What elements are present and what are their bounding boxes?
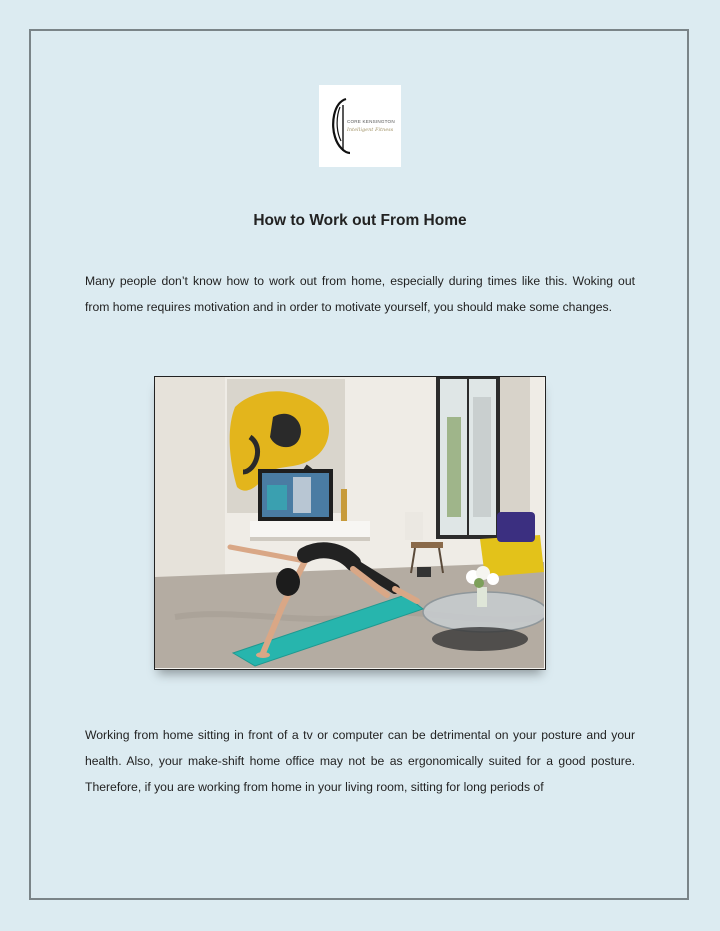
workout-photo <box>154 376 546 670</box>
logo-wordmark: CORE KENSINGTON <box>347 119 395 124</box>
body-paragraph: Working from home sitting in front of a tv or computer can be detrimental on your posture and your health. Also, your make-shift home office may not be as ergonomically suited for a good posture. Therefore, if you are working from home in your living room, sitting for long periods of <box>85 728 635 794</box>
page-title: How to Work out From Home <box>253 212 467 229</box>
intro-paragraph: Many people don’t know how to work out from home, especially during times like this. Woking out from home requires motivation and in order to motivate yourself, you should make some changes. <box>85 274 635 314</box>
workout-photo-illustration <box>155 377 544 668</box>
brand-logo <box>319 85 401 167</box>
logo-tagline: Intelligent Fitness <box>347 128 394 133</box>
logo-emblem-icon <box>319 85 401 167</box>
